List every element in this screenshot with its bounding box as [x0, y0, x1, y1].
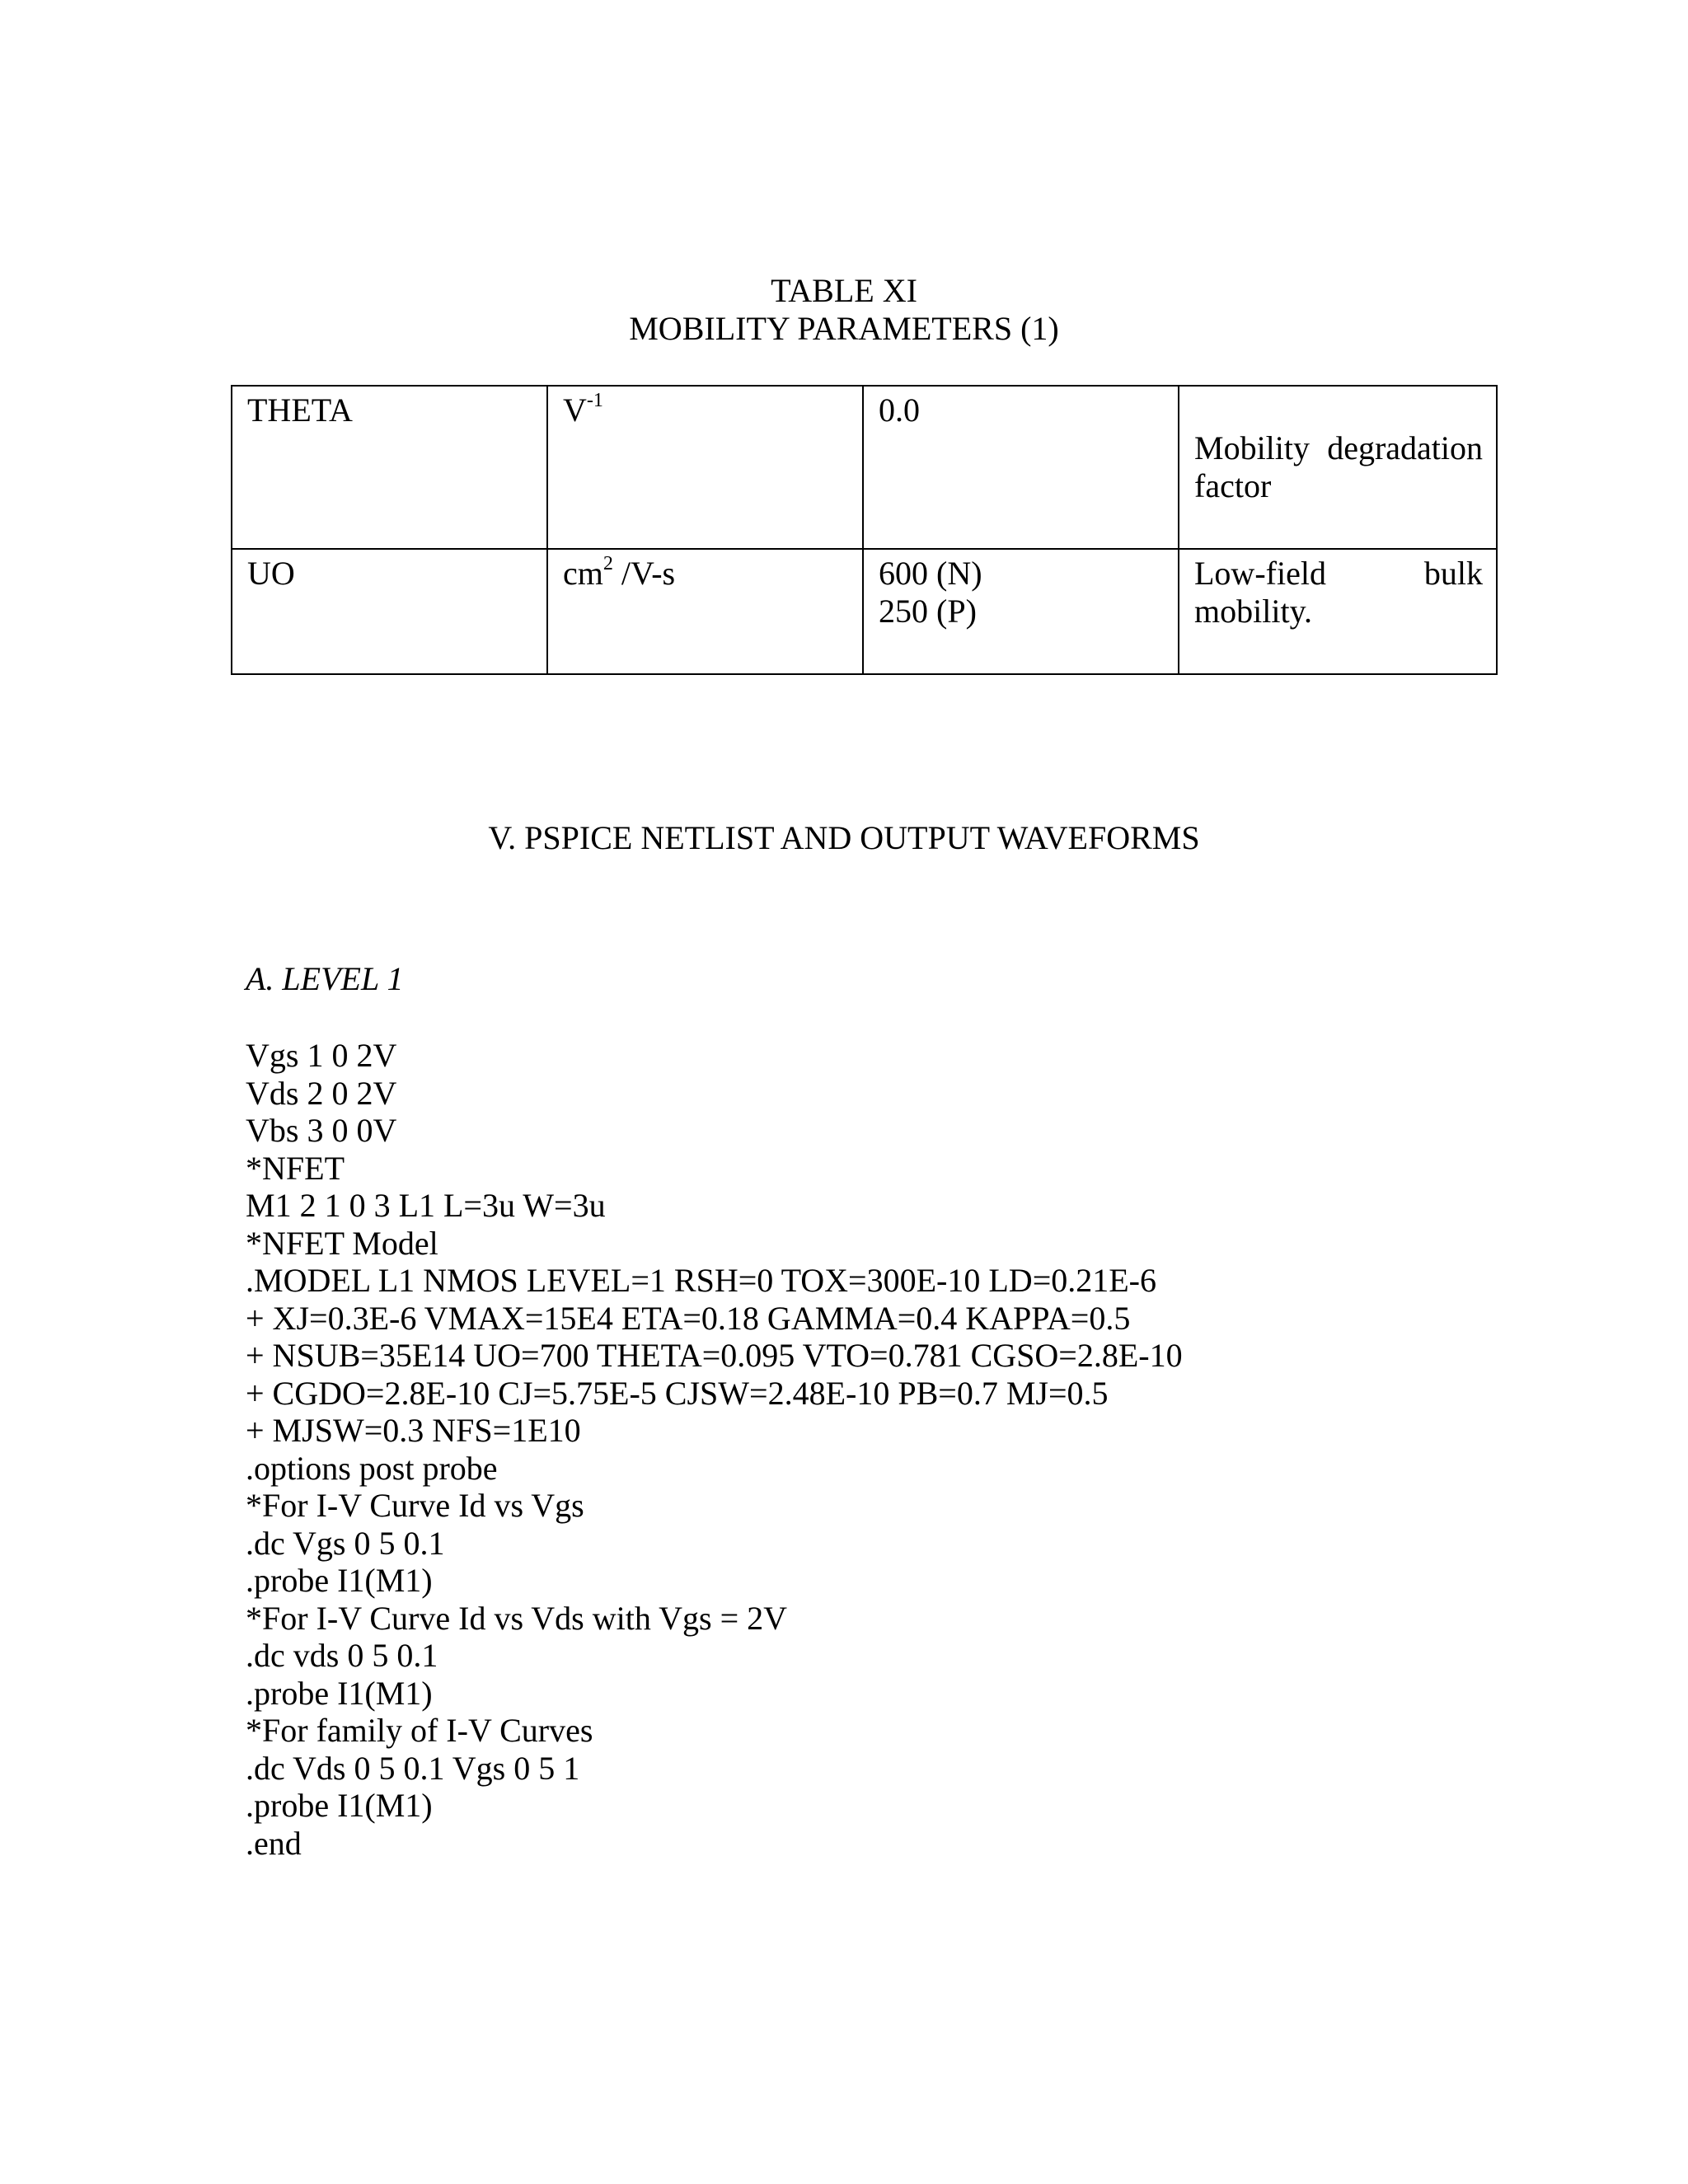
netlist-line: .end [246, 1824, 302, 1862]
param-name-cell [232, 549, 547, 674]
unit-base: V [563, 391, 587, 429]
param-name: UO [247, 555, 295, 592]
netlist-line: .dc Vds 0 5 0.1 Vgs 0 5 1 [246, 1749, 580, 1787]
param-name-cell [232, 386, 547, 549]
netlist-line: + XJ=0.3E-6 VMAX=15E4 ETA=0.18 GAMMA=0.4 KAPPA=0.5 [246, 1299, 1131, 1337]
netlist-line: *NFET [246, 1149, 345, 1187]
table-row [232, 386, 1497, 549]
table-row [232, 549, 1497, 674]
netlist-line: M1 2 1 0 3 L1 L=3u W=3u [246, 1187, 606, 1224]
param-value: 600 (N) [879, 555, 982, 592]
unit-superscript: 2 [603, 552, 613, 574]
param-unit-cell [547, 386, 863, 549]
param-name: THETA [247, 391, 353, 429]
netlist-line: *For I-V Curve Id vs Vds with Vgs = 2V [246, 1599, 788, 1637]
unit-superscript: -1 [586, 389, 603, 411]
netlist-line: .dc Vgs 0 5 0.1 [246, 1524, 445, 1562]
section-heading: V. PSPICE NETLIST AND OUTPUT WAVEFORMS [488, 819, 1200, 856]
subsection-heading: A. LEVEL 1 [246, 960, 404, 997]
netlist-line: .MODEL L1 NMOS LEVEL=1 RSH=0 TOX=300E-10 LD=0.21E-6 [246, 1262, 1156, 1299]
netlist-line: *For family of I-V Curves [246, 1712, 593, 1749]
netlist-line: .probe I1(M1) [246, 1787, 433, 1824]
unit-rest: /V-s [612, 555, 676, 592]
table-title: TABLE XI [771, 272, 917, 309]
param-value-cell [863, 549, 1179, 674]
table-subtitle: MOBILITY PARAMETERS (1) [629, 310, 1059, 347]
netlist-line: .options post probe [246, 1449, 498, 1487]
netlist-line: + NSUB=35E14 UO=700 THETA=0.095 VTO=0.781 CGSO=2.8E-10 [246, 1337, 1183, 1374]
netlist-line: *NFET Model [246, 1224, 438, 1262]
param-unit-cell [547, 549, 863, 674]
param-description-cell [1179, 549, 1497, 674]
mobility-parameters-table [231, 385, 1498, 675]
netlist-line: .probe I1(M1) [246, 1562, 433, 1599]
netlist-line: Vgs 1 0 2V [246, 1037, 397, 1074]
unit-base: cm [563, 555, 603, 592]
param-value-cell [863, 386, 1179, 549]
param-description-cell [1179, 386, 1497, 549]
netlist-line: Vbs 3 0 0V [246, 1112, 397, 1149]
netlist-line: .probe I1(M1) [246, 1674, 433, 1712]
param-value: 0.0 [879, 391, 920, 429]
netlist-line: + MJSW=0.3 NFS=1E10 [246, 1412, 581, 1449]
param-description: Low-field bulk mobility. [1194, 555, 1483, 630]
param-description: Mobility degradation factor [1194, 429, 1483, 504]
netlist-line: + CGDO=2.8E-10 CJ=5.75E-5 CJSW=2.48E-10 PB=0.7 MJ=0.5 [246, 1374, 1109, 1412]
param-value: 250 (P) [879, 593, 977, 630]
netlist-line: .dc vds 0 5 0.1 [246, 1637, 438, 1674]
netlist-line: *For I-V Curve Id vs Vgs [246, 1487, 584, 1524]
netlist-code [246, 1037, 1183, 1862]
netlist-line: Vds 2 0 2V [246, 1074, 397, 1112]
